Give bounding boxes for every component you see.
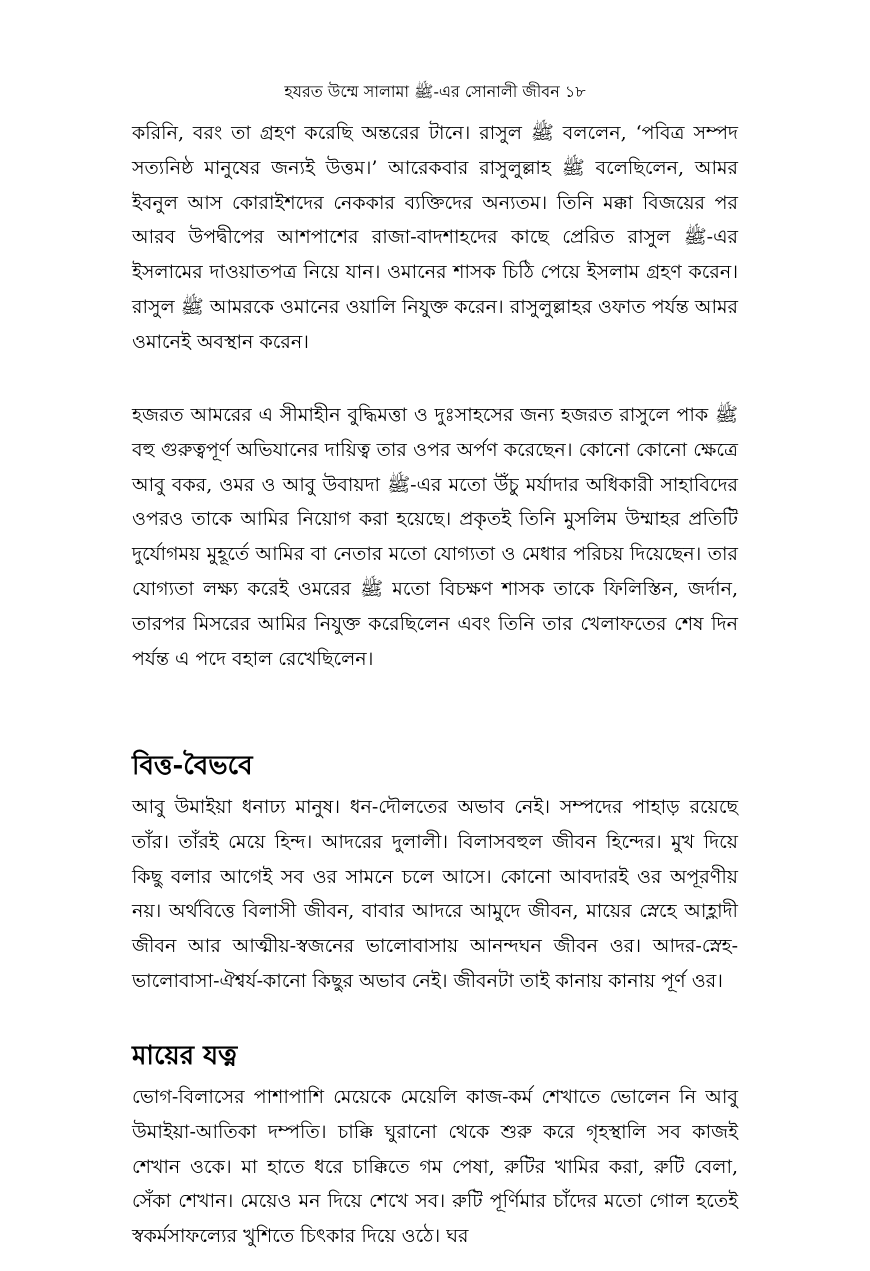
paragraph-2: হজরত আমরের এ সীমাহীন বুদ্ধিমত্তা ও দুঃসাহসের জন্য হজরত রাসুলে পাক ﷺ বহু গুরুত্বপূর্ণ অভিযানের দায়িত্ব তার ওপর অর্পণ করেছেন। কোনো কোনো ক্ষেত্রে আবু বকর, ওমর ও আবু উবায়দা ﷺ-এর মতো উঁচু মর্যাদার অধিকারী সাহাবিদের ওপরও তাকে আমির নিয়োগ করা হয়েছে। প্রকৃতই তিনি মুসলিম উম্মাহর প্রতিটি দুর্যোগময় মুহূর্তে আমির বা নেতার মতো যোগ্যতা ও মেধার পরিচয় দিয়েছেন। তার যোগ্যতা লক্ষ্য করেই ওমরের ﷺ মতো বিচক্ষণ শাসক তাকে ফিলিস্তিন, জর্দান, তারপর মিসরের আমির নিযুক্ত করেছিলেন এবং তিনি তার খেলাফতের শেষ দিন পর্যন্ত এ পদে বহাল রেখেছিলেন।	[132, 404, 739, 670]
section-heading-mothers-care: মায়ের যত্ন	[132, 1041, 238, 1071]
section-heading-wealth: বিত্ত-বৈভবে	[132, 751, 253, 781]
paragraph-1: করিনি, বরং তা গ্রহণ করেছি অন্তরের টানে। রাসুল ﷺ বললেন, ‘পবিত্র সম্পদ সত্যনিষ্ঠ মানুষের জন্যই উত্তম।’ আরেকবার রাসুলুল্লাহ ﷺ বলেছিলেন, আমর ইবনুল আস কোরাইশদের নেককার ব্যক্তিদের অন্যতম। তিনি মক্কা বিজয়ের পর আরব উপদ্বীপের আশপাশের রাজা-বাদশাহদের কাছে প্রেরিত রাসুল ﷺ-এর ইসলামের দাওয়াতপত্র নিয়ে যান। ওমানের শাসক চিঠি পেয়ে ইসলাম গ্রহণ করেন। রাসুল ﷺ আমরকে ওমানের ওয়ালি নিযুক্ত করেন। রাসুলুল্লাহর ওফাত পর্যন্ত আমর ওমানেই অবস্থান করেন।	[132, 122, 738, 353]
running-head: হযরত উম্মে সালামা ﷺ-এর সোনালী জীবন ১৮	[284, 82, 586, 101]
paragraph-3: আবু উমাইয়া ধনাঢ্য মানুষ। ধন-দৌলতের অভাব নেই। সম্পদের পাহাড় রয়েছে তাঁর। তাঁরই মেয়ে হিন্দ। আদরের দুলালী। বিলাসবহুল জীবন হিন্দের। মুখ দিয়ে কিছু বলার আগেই সব ওর সামনে চলে আসে। কোনো আবদারই ওর অপূরণীয় নয়। অর্থবিত্তে বিলাসী জীবন, বাবার আদরে আমুদে জীবন, মায়ের স্নেহে আহ্লাদী জীবন আর আত্মীয়-স্বজনের ভালোবাসায় আনন্দঘন জীবন ওর। আদর-স্নেহ-ভালোবাসা-ঐশ্বর্য-কানো কিছুর অভাব নেই। জীবনটা তাই কানায় কানায় পূর্ণ ওর।	[132, 796, 738, 992]
paragraph-4: ভোগ-বিলাসের পাশাপাশি মেয়েকে মেয়েলি কাজ-কর্ম শেখাতে ভোলেন নি আবু উমাইয়া-আতিকা দম্পতি। চাক্কি ঘুরানো থেকে শুরু করে গৃহস্থালি সব কাজই শেখান ওকে। মা হাতে ধরে চাক্কিতে গম পেষা, রুটির খামির করা, রুটি বেলা, সেঁকা শেখান। মেয়েও মন দিয়ে শেখে সব। রুটি পূর্ণিমার চাঁদের মতো গোল হতেই স্বকর্মসাফল্যের খুশিতে চিৎকার দিয়ে ওঠে। ঘর	[132, 1086, 738, 1248]
